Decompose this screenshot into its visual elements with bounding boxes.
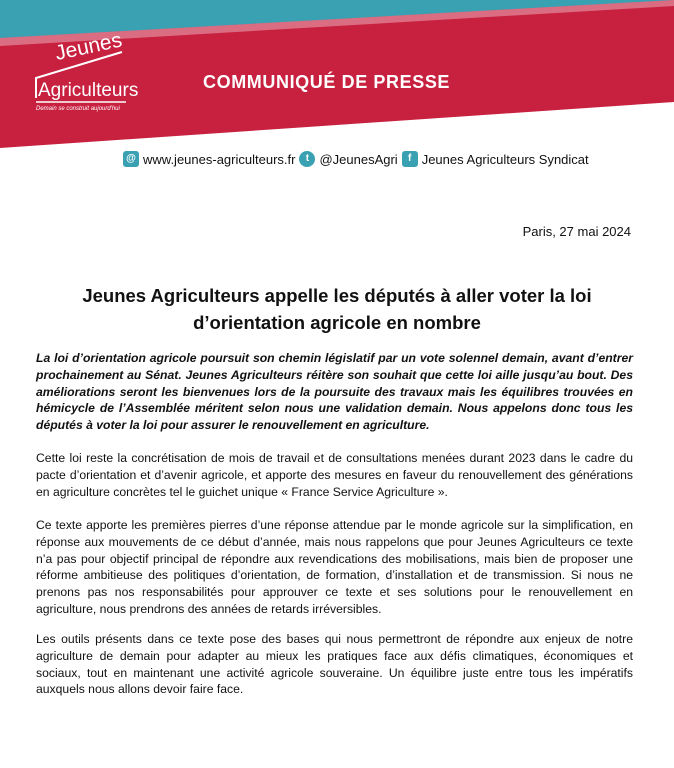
facebook-contact[interactable] — [402, 151, 589, 167]
press-release-title: COMMUNIQUÉ DE PRESSE — [203, 72, 451, 92]
body-paragraph-2: Ce texte apporte les premières pierres d’une réponse attendue par le monde agricole sur la simplification, en réponse aux mouvements de ce début d’année, mais nous rappelons que pour Jeunes Agriculteurs ce texte n’a pas pour objectif principal de répondre aux revendications des mobilisations, mais bien de proposer une réforme ambitieuse des politiques d’orientation, de formation, d’installation et de transmission. Si nous ne prenons pas nos responsabilités pour approuver ce texte et ses solutions pour le renouvellement en agriculture, nous prendrons des années de retards irréversibles. — [36, 518, 633, 616]
twitter-contact[interactable] — [299, 151, 397, 167]
body-paragraph-3: Les outils présents dans ce texte pose des bases qui nous permettront de répondre aux enjeux de notre agriculture de demain pour adapter au mieux les pratiques face aux défis climatiques, économiques et sociaux, tout en maintenant une activité agricole souveraine. Un équilibre juste entre tous les impératifs auxquels nous allons devoir faire face. — [36, 632, 633, 697]
facebook-page[interactable]: Jeunes Agriculteurs Syndicat — [421, 151, 589, 167]
lead-paragraph: La loi d’orientation agricole poursuit son chemin législatif par un vote solennel demain, avant d’entrer prochainement au Sénat. Jeunes Agriculteurs réitère son souhait que cette loi aille jusqu’au bout. Des améliorations seront les bienvenues lors de la poursuite des travaux mais les équilibres trouvées en hémicycle de l’Assemblée méritent selon nous une validation demain. Nous appelons donc tous les députés à voter la loi pour assurer le renouvellement en agriculture. — [36, 351, 633, 433]
logo-line1: Jeunes — [53, 28, 125, 66]
brand-logo — [30, 28, 170, 130]
web-icon: @ — [123, 151, 139, 167]
logo-line2: Agriculteurs — [38, 80, 139, 101]
facebook-icon: f — [402, 151, 418, 167]
twitter-icon: t — [299, 151, 315, 167]
release-date: Paris, 27 mai 2024 — [522, 224, 631, 239]
document-title: Jeunes Agriculteurs appelle les députés à aller voter la loi d’orientation agricole en nombre — [82, 285, 592, 333]
website-link[interactable]: www.jeunes-agriculteurs.fr — [143, 151, 296, 167]
body-paragraph-1: Cette loi reste la concrétisation de mois de travail et de consultations menées durant 2023 dans le cadre du pacte d’orientation et d’avenir agricole, et apporte des mesures en faveur du renouvellement des générations en agriculture concrètes tel le guichet unique « France Service Agriculture ». — [36, 451, 633, 499]
twitter-handle[interactable]: @JeunesAgri — [319, 151, 398, 167]
logo-tagline: Demain se construit aujourd'hui — [36, 106, 120, 112]
contact-bar — [123, 149, 593, 169]
website-contact[interactable] — [123, 151, 295, 167]
